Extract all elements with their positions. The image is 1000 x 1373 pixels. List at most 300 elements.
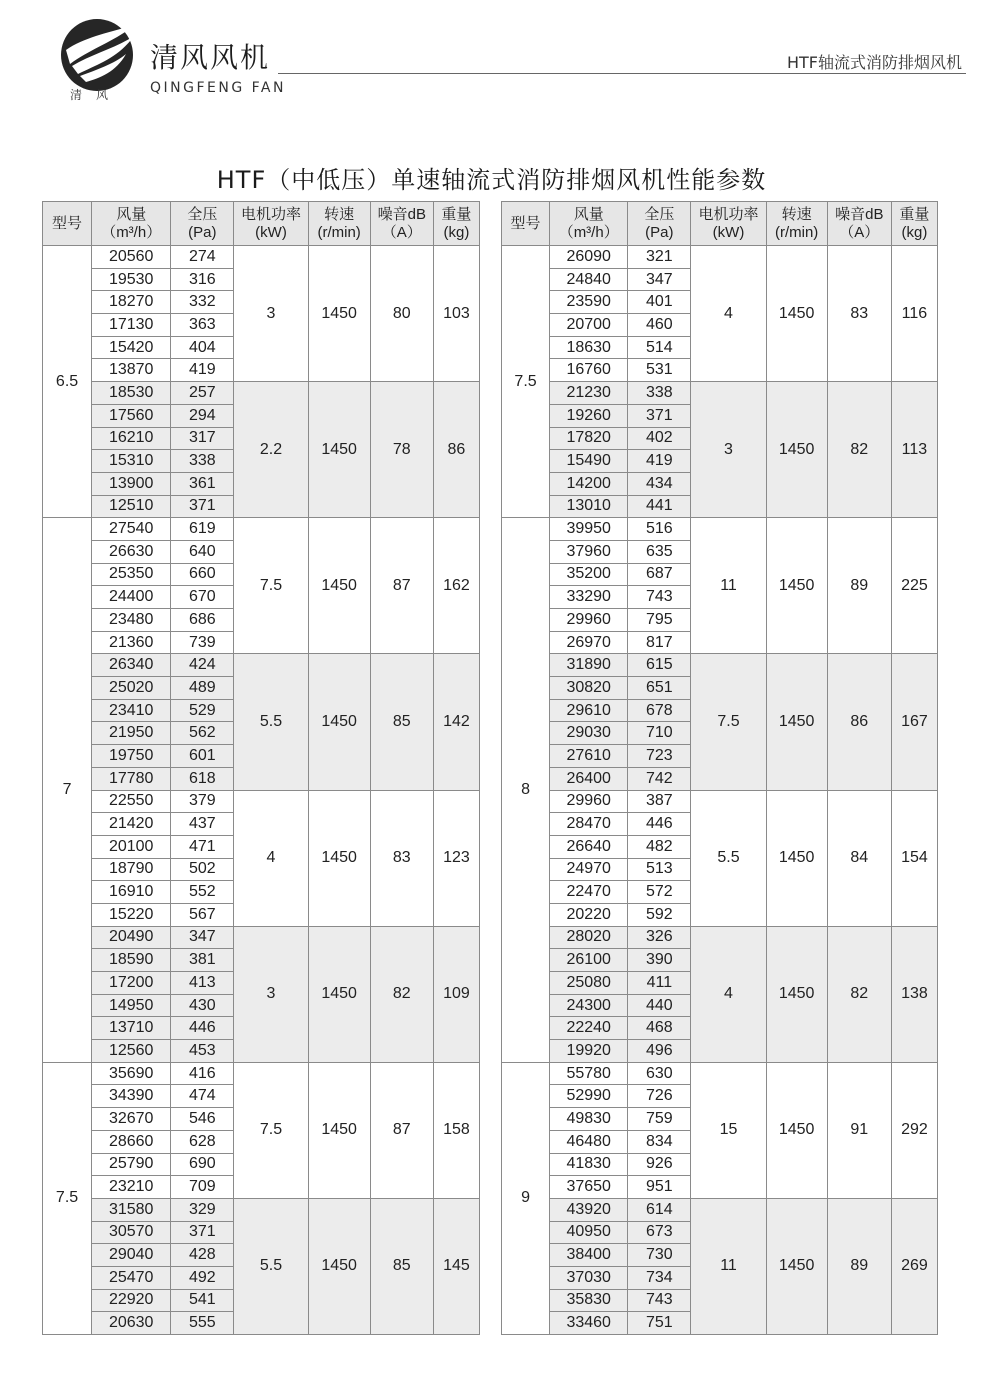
airflow-cell: 23410 (92, 699, 171, 722)
airflow-cell: 27610 (550, 745, 628, 768)
weight-cell: 145 (433, 1198, 479, 1334)
pressure-cell: 670 (171, 586, 234, 609)
pressure-cell: 471 (171, 835, 234, 858)
header-label: 电机功率 (698, 205, 759, 223)
airflow-cell: 17820 (550, 427, 628, 450)
airflow-cell: 23480 (92, 609, 171, 632)
motor-power-cell: 7.5 (234, 1062, 308, 1198)
header-label: 风量 (573, 205, 604, 223)
pressure-cell: 371 (628, 404, 691, 427)
pressure-cell: 690 (171, 1153, 234, 1176)
header-label: (Pa) (645, 223, 674, 241)
pressure-cell: 817 (628, 631, 691, 654)
airflow-cell: 20220 (550, 903, 628, 926)
pressure-cell: 326 (628, 926, 691, 949)
pressure-cell: 347 (628, 268, 691, 291)
airflow-cell: 25350 (92, 563, 171, 586)
speed-cell: 1450 (308, 790, 370, 926)
airflow-cell: 17200 (92, 972, 171, 995)
pressure-cell: 730 (628, 1244, 691, 1267)
airflow-cell: 29960 (550, 790, 628, 813)
airflow-cell: 31580 (92, 1198, 171, 1221)
airflow-cell: 33290 (550, 586, 628, 609)
motor-power-cell: 4 (691, 246, 766, 382)
airflow-cell: 26640 (550, 835, 628, 858)
weight-cell: 86 (433, 382, 479, 518)
pressure-cell: 628 (171, 1130, 234, 1153)
table-row (43, 1198, 480, 1221)
header-label: (kW) (255, 223, 287, 241)
header-column-pressure (171, 202, 234, 246)
header-label: （m³/h） (558, 223, 619, 241)
header-product-line: HTF轴流式消防排烟风机 (786, 53, 962, 72)
airflow-cell: 28660 (92, 1130, 171, 1153)
pressure-cell: 440 (628, 994, 691, 1017)
airflow-cell: 41830 (550, 1153, 628, 1176)
pressure-cell: 332 (171, 291, 234, 314)
pressure-cell: 274 (171, 246, 234, 269)
pressure-cell: 635 (628, 540, 691, 563)
airflow-cell: 18790 (92, 858, 171, 881)
pressure-cell: 687 (628, 563, 691, 586)
airflow-cell: 29960 (550, 609, 628, 632)
model-cell: 7.5 (502, 246, 550, 518)
pressure-cell: 424 (171, 654, 234, 677)
airflow-cell: 28020 (550, 926, 628, 949)
header-column-motor-power (691, 202, 766, 246)
weight-cell: 292 (891, 1062, 937, 1198)
model-cell: 6.5 (43, 246, 92, 518)
header-column-model (43, 202, 92, 246)
pressure-cell: 513 (628, 858, 691, 881)
airflow-cell: 22240 (550, 1017, 628, 1040)
airflow-cell: 24970 (550, 858, 628, 881)
pressure-cell: 317 (171, 427, 234, 450)
pressure-cell: 316 (171, 268, 234, 291)
pressure-cell: 496 (628, 1040, 691, 1063)
pressure-cell: 381 (171, 949, 234, 972)
airflow-cell: 35200 (550, 563, 628, 586)
motor-power-cell: 11 (691, 518, 766, 654)
noise-cell: 83 (370, 790, 433, 926)
noise-cell: 91 (827, 1062, 891, 1198)
airflow-cell: 20100 (92, 835, 171, 858)
pressure-cell: 834 (628, 1130, 691, 1153)
header-label: 型号 (510, 214, 541, 232)
weight-cell: 158 (433, 1062, 479, 1198)
speed-cell: 1450 (766, 518, 827, 654)
pressure-cell: 434 (628, 472, 691, 495)
pressure-cell: 371 (171, 495, 234, 518)
airflow-cell: 18530 (92, 382, 171, 405)
pressure-cell: 552 (171, 881, 234, 904)
pressure-cell: 387 (628, 790, 691, 813)
pressure-cell: 489 (171, 677, 234, 700)
airflow-cell: 25470 (92, 1266, 171, 1289)
airflow-cell: 39950 (550, 518, 628, 541)
pressure-cell: 453 (171, 1040, 234, 1063)
pressure-cell: 529 (171, 699, 234, 722)
pressure-cell: 371 (171, 1221, 234, 1244)
pressure-cell: 709 (171, 1176, 234, 1199)
table-row (43, 790, 480, 813)
pressure-cell: 541 (171, 1289, 234, 1312)
pressure-cell: 619 (171, 518, 234, 541)
airflow-cell: 19750 (92, 745, 171, 768)
airflow-cell: 30570 (92, 1221, 171, 1244)
airflow-cell: 37650 (550, 1176, 628, 1199)
airflow-cell: 20630 (92, 1312, 171, 1335)
pressure-cell: 390 (628, 949, 691, 972)
noise-cell: 89 (827, 1198, 891, 1334)
motor-power-cell: 5.5 (234, 654, 308, 790)
table-row (502, 790, 938, 813)
noise-cell: 83 (827, 246, 891, 382)
pressure-cell: 419 (171, 359, 234, 382)
pressure-cell: 739 (171, 631, 234, 654)
airflow-cell: 29040 (92, 1244, 171, 1267)
weight-cell: 109 (433, 926, 479, 1062)
airflow-cell: 26630 (92, 540, 171, 563)
weight-cell: 103 (433, 246, 479, 382)
pressure-cell: 726 (628, 1085, 691, 1108)
table-row (43, 246, 480, 269)
airflow-cell: 14950 (92, 994, 171, 1017)
airflow-cell: 22550 (92, 790, 171, 813)
airflow-cell: 25080 (550, 972, 628, 995)
header-divider (278, 73, 966, 74)
header-column-weight (433, 202, 479, 246)
pressure-cell: 614 (628, 1198, 691, 1221)
airflow-cell: 38400 (550, 1244, 628, 1267)
header-column-model (502, 202, 550, 246)
airflow-cell: 23210 (92, 1176, 171, 1199)
pressure-cell: 723 (628, 745, 691, 768)
table-row (43, 926, 480, 949)
pressure-cell: 474 (171, 1085, 234, 1108)
airflow-cell: 23590 (550, 291, 628, 314)
pressure-cell: 926 (628, 1153, 691, 1176)
table-row (43, 518, 480, 541)
pressure-cell: 361 (171, 472, 234, 495)
pressure-cell: 430 (171, 994, 234, 1017)
pressure-cell: 402 (628, 427, 691, 450)
header-column-motor-power (234, 202, 308, 246)
pressure-cell: 404 (171, 336, 234, 359)
airflow-cell: 52990 (550, 1085, 628, 1108)
airflow-cell: 15490 (550, 450, 628, 473)
header-label: 风量 (116, 205, 147, 223)
airflow-cell: 40950 (550, 1221, 628, 1244)
weight-cell: 116 (891, 246, 937, 382)
pressure-cell: 651 (628, 677, 691, 700)
pressure-cell: 618 (171, 767, 234, 790)
motor-power-cell: 5.5 (691, 790, 766, 926)
airflow-cell: 55780 (550, 1062, 628, 1085)
airflow-cell: 15220 (92, 903, 171, 926)
header-column-pressure (628, 202, 691, 246)
performance-table-left (42, 201, 480, 1335)
table-header-row (43, 202, 480, 246)
motor-power-cell: 5.5 (234, 1198, 308, 1334)
pressure-cell: 710 (628, 722, 691, 745)
airflow-cell: 21420 (92, 813, 171, 836)
header-column-weight (891, 202, 937, 246)
header-column-speed (766, 202, 827, 246)
pressure-cell: 640 (171, 540, 234, 563)
header-label: 重量 (441, 205, 472, 223)
pressure-cell: 751 (628, 1312, 691, 1335)
noise-cell: 87 (370, 1062, 433, 1198)
airflow-cell: 13710 (92, 1017, 171, 1040)
page-title: HTF（中低压）单速轴流式消防排烟风机性能参数 (216, 166, 767, 194)
pressure-cell: 562 (171, 722, 234, 745)
weight-cell: 113 (891, 382, 937, 518)
logo-caption: 清风 (70, 88, 123, 102)
noise-cell: 82 (827, 926, 891, 1062)
motor-power-cell: 3 (234, 926, 308, 1062)
header-column-speed (308, 202, 370, 246)
table-row (502, 1198, 938, 1221)
header-label: 转速 (324, 205, 355, 223)
pressure-cell: 572 (628, 881, 691, 904)
header-label: (r/min) (774, 223, 819, 241)
header-label: （A） (381, 223, 422, 241)
header-label: 转速 (781, 205, 812, 223)
table-row (502, 1062, 938, 1085)
header-label: 噪音dB (377, 205, 426, 223)
model-cell: 8 (502, 518, 550, 1063)
airflow-cell: 26090 (550, 246, 628, 269)
pressure-cell: 428 (171, 1244, 234, 1267)
pressure-cell: 743 (628, 586, 691, 609)
motor-power-cell: 15 (691, 1062, 766, 1198)
pressure-cell: 951 (628, 1176, 691, 1199)
weight-cell: 225 (891, 518, 937, 654)
pressure-cell: 555 (171, 1312, 234, 1335)
airflow-cell: 12510 (92, 495, 171, 518)
noise-cell: 84 (827, 790, 891, 926)
airflow-cell: 30820 (550, 677, 628, 700)
airflow-cell: 22920 (92, 1289, 171, 1312)
pressure-cell: 743 (628, 1289, 691, 1312)
pressure-cell: 329 (171, 1198, 234, 1221)
header-label: (r/min) (317, 223, 361, 241)
airflow-cell: 24840 (550, 268, 628, 291)
airflow-cell: 19920 (550, 1040, 628, 1063)
airflow-cell: 26340 (92, 654, 171, 677)
airflow-cell: 14200 (550, 472, 628, 495)
pressure-cell: 759 (628, 1108, 691, 1131)
header-label: 重量 (899, 205, 930, 223)
pressure-cell: 660 (171, 563, 234, 586)
airflow-cell: 13900 (92, 472, 171, 495)
airflow-cell: 20700 (550, 314, 628, 337)
pressure-cell: 347 (171, 926, 234, 949)
airflow-cell: 43920 (550, 1198, 628, 1221)
airflow-cell: 24400 (92, 586, 171, 609)
motor-power-cell: 3 (691, 382, 766, 518)
airflow-cell: 13870 (92, 359, 171, 382)
speed-cell: 1450 (308, 246, 370, 382)
table-row (43, 654, 480, 677)
noise-cell: 82 (827, 382, 891, 518)
pressure-cell: 601 (171, 745, 234, 768)
pressure-cell: 257 (171, 382, 234, 405)
pressure-cell: 338 (171, 450, 234, 473)
speed-cell: 1450 (308, 382, 370, 518)
motor-power-cell: 4 (691, 926, 766, 1062)
weight-cell: 123 (433, 790, 479, 926)
airflow-cell: 17130 (92, 314, 171, 337)
airflow-cell: 25020 (92, 677, 171, 700)
airflow-cell: 35830 (550, 1289, 628, 1312)
header-label: (kg) (443, 223, 470, 241)
airflow-cell: 19530 (92, 268, 171, 291)
airflow-cell: 26100 (550, 949, 628, 972)
noise-cell: 85 (370, 654, 433, 790)
speed-cell: 1450 (766, 1198, 827, 1334)
qingfeng-logo (56, 14, 138, 96)
weight-cell: 167 (891, 654, 937, 790)
weight-cell: 138 (891, 926, 937, 1062)
airflow-cell: 25790 (92, 1153, 171, 1176)
table-row (502, 518, 938, 541)
airflow-cell: 13010 (550, 495, 628, 518)
pressure-cell: 446 (171, 1017, 234, 1040)
pressure-cell: 531 (628, 359, 691, 382)
pressure-cell: 460 (628, 314, 691, 337)
pressure-cell: 795 (628, 609, 691, 632)
noise-cell: 85 (370, 1198, 433, 1334)
header-label: (kg) (901, 223, 928, 241)
noise-cell: 86 (827, 654, 891, 790)
airflow-cell: 31890 (550, 654, 628, 677)
motor-power-cell: 2.2 (234, 382, 308, 518)
brand-name-cn: 清风风机 (150, 41, 271, 74)
speed-cell: 1450 (308, 518, 370, 654)
speed-cell: 1450 (766, 654, 827, 790)
pressure-cell: 678 (628, 699, 691, 722)
pressure-cell: 742 (628, 767, 691, 790)
speed-cell: 1450 (308, 654, 370, 790)
header-label: 噪音dB (835, 205, 884, 223)
speed-cell: 1450 (766, 382, 827, 518)
airflow-cell: 26400 (550, 767, 628, 790)
airflow-cell: 22470 (550, 881, 628, 904)
pressure-cell: 615 (628, 654, 691, 677)
airflow-cell: 26970 (550, 631, 628, 654)
pressure-cell: 673 (628, 1221, 691, 1244)
pressure-cell: 294 (171, 404, 234, 427)
header-label: (kW) (712, 223, 745, 241)
weight-cell: 269 (891, 1198, 937, 1334)
motor-power-cell: 7.5 (691, 654, 766, 790)
performance-table-right (501, 201, 938, 1335)
airflow-cell: 35690 (92, 1062, 171, 1085)
airflow-cell: 16910 (92, 881, 171, 904)
pressure-cell: 321 (628, 246, 691, 269)
airflow-cell: 27540 (92, 518, 171, 541)
pressure-cell: 401 (628, 291, 691, 314)
pressure-cell: 441 (628, 495, 691, 518)
airflow-cell: 29030 (550, 722, 628, 745)
pressure-cell: 567 (171, 903, 234, 926)
motor-power-cell: 7.5 (234, 518, 308, 654)
airflow-cell: 17560 (92, 404, 171, 427)
speed-cell: 1450 (308, 926, 370, 1062)
airflow-cell: 17780 (92, 767, 171, 790)
table-row (502, 654, 938, 677)
model-cell: 7 (43, 518, 92, 1063)
speed-cell: 1450 (308, 1062, 370, 1198)
pressure-cell: 437 (171, 813, 234, 836)
airflow-cell: 18630 (550, 336, 628, 359)
pressure-cell: 338 (628, 382, 691, 405)
airflow-cell: 37960 (550, 540, 628, 563)
airflow-cell: 37030 (550, 1266, 628, 1289)
header-column-noise (827, 202, 891, 246)
airflow-cell: 19260 (550, 404, 628, 427)
airflow-cell: 21360 (92, 631, 171, 654)
airflow-cell: 20490 (92, 926, 171, 949)
table-row (43, 1062, 480, 1085)
pressure-cell: 416 (171, 1062, 234, 1085)
airflow-cell: 32670 (92, 1108, 171, 1131)
speed-cell: 1450 (308, 1198, 370, 1334)
pressure-cell: 411 (628, 972, 691, 995)
weight-cell: 162 (433, 518, 479, 654)
speed-cell: 1450 (766, 1062, 827, 1198)
airflow-cell: 28470 (550, 813, 628, 836)
motor-power-cell: 4 (234, 790, 308, 926)
noise-cell: 82 (370, 926, 433, 1062)
table-header-row (502, 202, 938, 246)
airflow-cell: 18590 (92, 949, 171, 972)
pressure-cell: 468 (628, 1017, 691, 1040)
header-label: 全压 (644, 205, 675, 223)
header-column-airflow (550, 202, 628, 246)
table-row (502, 246, 938, 269)
airflow-cell: 24300 (550, 994, 628, 1017)
pressure-cell: 413 (171, 972, 234, 995)
noise-cell: 78 (370, 382, 433, 518)
weight-cell: 154 (891, 790, 937, 926)
header-label: 全压 (187, 205, 218, 223)
header-label: 型号 (52, 214, 83, 232)
speed-cell: 1450 (766, 926, 827, 1062)
airflow-cell: 16210 (92, 427, 171, 450)
table-row (502, 382, 938, 405)
airflow-cell: 29610 (550, 699, 628, 722)
model-cell: 7.5 (43, 1062, 92, 1334)
noise-cell: 89 (827, 518, 891, 654)
header-label: (Pa) (188, 223, 217, 241)
airflow-cell: 15420 (92, 336, 171, 359)
model-cell: 9 (502, 1062, 550, 1334)
pressure-cell: 516 (628, 518, 691, 541)
pressure-cell: 419 (628, 450, 691, 473)
pressure-cell: 446 (628, 813, 691, 836)
noise-cell: 80 (370, 246, 433, 382)
pressure-cell: 630 (628, 1062, 691, 1085)
motor-power-cell: 3 (234, 246, 308, 382)
airflow-cell: 21950 (92, 722, 171, 745)
pressure-cell: 546 (171, 1108, 234, 1131)
header-label: （m³/h） (101, 223, 162, 241)
header-label: 电机功率 (240, 205, 301, 223)
airflow-cell: 16760 (550, 359, 628, 382)
